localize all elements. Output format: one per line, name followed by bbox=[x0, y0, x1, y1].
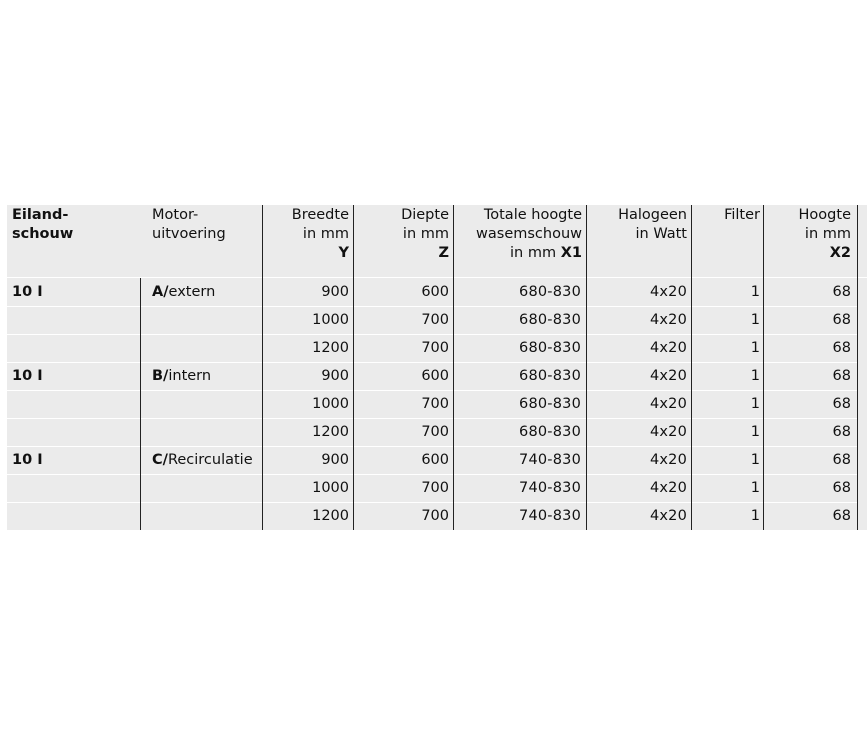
cell-halogeen: 4x20 bbox=[649, 312, 687, 328]
motor-name: intern bbox=[168, 368, 212, 384]
header-diepte-line1: Diepte bbox=[401, 207, 449, 223]
cell-breedte: 1000 bbox=[312, 480, 349, 496]
cell-halogeen: 4x20 bbox=[649, 284, 687, 300]
row-separator bbox=[7, 390, 857, 391]
cell-halogeen: 4x20 bbox=[649, 340, 687, 356]
header-filter bbox=[697, 205, 760, 277]
row-separator bbox=[7, 474, 857, 475]
table-row bbox=[7, 278, 867, 306]
cell-totale-hoogte: 680-830 bbox=[519, 396, 581, 412]
cell-diepte: 700 bbox=[421, 340, 449, 356]
header-hoogte-x2-line2: in mm bbox=[804, 226, 851, 242]
row-separator bbox=[7, 362, 857, 363]
row-separator bbox=[7, 502, 857, 503]
cell-totale-hoogte: 680-830 bbox=[519, 312, 581, 328]
cell-diepte: 600 bbox=[421, 284, 449, 300]
cell-filter: 1 bbox=[750, 396, 760, 412]
table-row bbox=[7, 418, 867, 446]
col-line-2 bbox=[262, 205, 263, 530]
cell-model bbox=[12, 502, 132, 530]
col-line-5 bbox=[586, 205, 587, 530]
cell-model: 10 I bbox=[12, 452, 43, 468]
header-halogeen-line2: in Watt bbox=[635, 226, 687, 242]
header-motor bbox=[152, 205, 267, 277]
spec-table bbox=[7, 205, 867, 530]
cell-totale-hoogte: 740-830 bbox=[519, 452, 581, 468]
cell-model bbox=[12, 418, 132, 446]
cell-totale-hoogte: 680-830 bbox=[519, 368, 581, 384]
col-line-8 bbox=[857, 205, 858, 530]
table-row bbox=[7, 334, 867, 362]
cell-diepte: 700 bbox=[421, 424, 449, 440]
cell-motor bbox=[152, 306, 264, 334]
cell-diepte: 700 bbox=[421, 508, 449, 524]
cell-filter: 1 bbox=[750, 480, 760, 496]
cell-totale-hoogte: 740-830 bbox=[519, 508, 581, 524]
header-diepte-symbol: Z bbox=[438, 245, 449, 261]
cell-filter: 1 bbox=[750, 452, 760, 468]
cell-hoogte-x2: 68 bbox=[832, 424, 851, 440]
cell-diepte: 600 bbox=[421, 452, 449, 468]
header-breedte bbox=[265, 205, 349, 277]
col-line-3 bbox=[353, 205, 354, 530]
header-totale-hoogte-line1: Totale hoogte bbox=[483, 207, 582, 223]
cell-model bbox=[12, 334, 132, 362]
cell-hoogte-x2: 68 bbox=[832, 312, 851, 328]
cell-hoogte-x2: 68 bbox=[832, 508, 851, 524]
header-model-line1: Eiland- bbox=[12, 207, 69, 223]
table-row bbox=[7, 390, 867, 418]
cell-motor bbox=[152, 474, 264, 502]
cell-diepte: 700 bbox=[421, 480, 449, 496]
cell-totale-hoogte: 680-830 bbox=[519, 340, 581, 356]
header-diepte-line2: in mm bbox=[402, 226, 449, 242]
col-line-1 bbox=[140, 278, 141, 530]
cell-filter: 1 bbox=[750, 312, 760, 328]
cell-breedte: 1200 bbox=[312, 508, 349, 524]
table-row bbox=[7, 502, 867, 530]
row-separator bbox=[7, 446, 857, 447]
table-row bbox=[7, 362, 867, 390]
header-hoogte-x2-line1: Hoogte bbox=[798, 207, 851, 223]
cell-diepte: 700 bbox=[421, 396, 449, 412]
cell-filter: 1 bbox=[750, 284, 760, 300]
cell-halogeen: 4x20 bbox=[649, 396, 687, 412]
header-totale-hoogte bbox=[457, 205, 582, 277]
row-separator bbox=[7, 334, 857, 335]
header-filter-line1: Filter bbox=[724, 207, 760, 223]
cell-breedte: 1200 bbox=[312, 340, 349, 356]
header-totale-hoogte-line2: wasemschouw bbox=[476, 226, 582, 242]
cell-model: 10 I bbox=[12, 368, 43, 384]
cell-halogeen: 4x20 bbox=[649, 452, 687, 468]
header-totale-hoogte-symbol: X1 bbox=[560, 245, 582, 261]
cell-totale-hoogte: 680-830 bbox=[519, 424, 581, 440]
cell-model bbox=[12, 474, 132, 502]
cell-totale-hoogte: 680-830 bbox=[519, 284, 581, 300]
cell-filter: 1 bbox=[750, 340, 760, 356]
cell-diepte: 600 bbox=[421, 368, 449, 384]
col-line-7 bbox=[763, 205, 764, 530]
header-totale-hoogte-unit: in mm bbox=[510, 245, 557, 261]
cell-filter: 1 bbox=[750, 424, 760, 440]
cell-motor bbox=[152, 334, 264, 362]
table-header bbox=[7, 205, 867, 277]
cell-hoogte-x2: 68 bbox=[832, 452, 851, 468]
header-breedte-symbol: Y bbox=[338, 245, 349, 261]
cell-hoogte-x2: 68 bbox=[832, 340, 851, 356]
cell-hoogte-x2: 68 bbox=[832, 284, 851, 300]
cell-motor bbox=[152, 418, 264, 446]
cell-model: 10 I bbox=[12, 284, 43, 300]
cell-motor bbox=[152, 502, 264, 530]
cell-breedte: 900 bbox=[321, 284, 349, 300]
cell-totale-hoogte: 740-830 bbox=[519, 480, 581, 496]
cell-breedte: 1000 bbox=[312, 312, 349, 328]
cell-halogeen: 4x20 bbox=[649, 508, 687, 524]
col-line-6 bbox=[691, 205, 692, 530]
header-diepte bbox=[357, 205, 449, 277]
cell-motor bbox=[152, 446, 264, 474]
cell-hoogte-x2: 68 bbox=[832, 368, 851, 384]
header-motor-line1: Motor- bbox=[152, 207, 199, 223]
cell-breedte: 900 bbox=[321, 368, 349, 384]
header-halogeen-line1: Halogeen bbox=[618, 207, 687, 223]
motor-code: A/ bbox=[152, 284, 169, 300]
header-hoogte-x2 bbox=[769, 205, 851, 277]
cell-model bbox=[12, 390, 132, 418]
cell-model bbox=[12, 306, 132, 334]
cell-motor bbox=[152, 278, 264, 306]
header-breedte-line2: in mm bbox=[302, 226, 349, 242]
header-model-line2: schouw bbox=[12, 226, 74, 242]
cell-hoogte-x2: 68 bbox=[832, 480, 851, 496]
header-hoogte-x2-symbol: X2 bbox=[829, 245, 851, 261]
cell-filter: 1 bbox=[750, 508, 760, 524]
table-row bbox=[7, 306, 867, 334]
table-row bbox=[7, 446, 867, 474]
header-halogeen bbox=[592, 205, 687, 277]
cell-halogeen: 4x20 bbox=[649, 368, 687, 384]
motor-name: Recirculatie bbox=[167, 452, 253, 468]
header-breedte-line1: Breedte bbox=[291, 207, 349, 223]
row-separator bbox=[7, 418, 857, 419]
col-line-4 bbox=[453, 205, 454, 530]
cell-hoogte-x2: 68 bbox=[832, 396, 851, 412]
cell-halogeen: 4x20 bbox=[649, 424, 687, 440]
cell-diepte: 700 bbox=[421, 312, 449, 328]
cell-halogeen: 4x20 bbox=[649, 480, 687, 496]
cell-breedte: 900 bbox=[321, 452, 349, 468]
cell-motor bbox=[152, 390, 264, 418]
row-separator bbox=[7, 306, 857, 307]
header-totale-hoogte-line3 bbox=[457, 244, 582, 263]
header-model bbox=[12, 205, 137, 277]
motor-code: C/ bbox=[152, 452, 168, 468]
cell-motor bbox=[152, 362, 264, 390]
motor-name: extern bbox=[168, 284, 216, 300]
cell-breedte: 1200 bbox=[312, 424, 349, 440]
header-motor-line2: uitvoering bbox=[152, 226, 226, 242]
motor-code: B/ bbox=[152, 368, 169, 384]
cell-filter: 1 bbox=[750, 368, 760, 384]
cell-breedte: 1000 bbox=[312, 396, 349, 412]
table-row bbox=[7, 474, 867, 502]
